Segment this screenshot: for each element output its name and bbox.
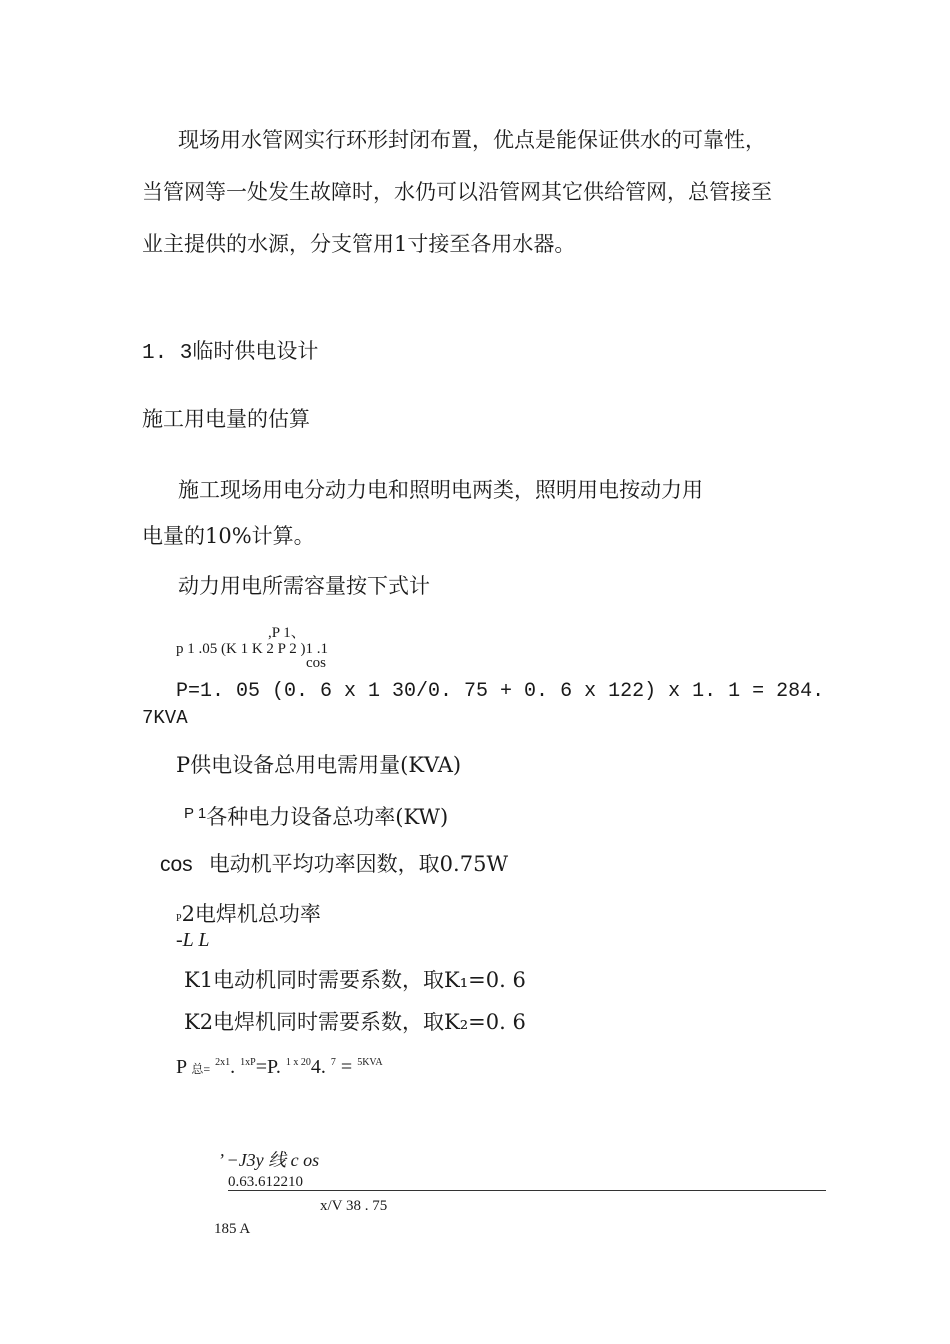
total-s5: 5KVA xyxy=(357,1057,383,1068)
p1-line1: 现场用水管网实行环形封闭布置，优点是能保证供水的可靠性， xyxy=(178,128,766,152)
p1-line2: 当管网等一处发生故障时，水仍可以沿管网其它供给管网，总管接至 xyxy=(142,180,772,204)
p3-line: 动力用电所需容量按下式计 xyxy=(178,574,430,598)
subheading: 施工用电量的估算 xyxy=(142,407,310,431)
def-p: P供电设备总用电需用量(KVA) xyxy=(176,753,462,777)
def-p2 xyxy=(176,902,321,931)
fraction-line xyxy=(228,1190,826,1191)
formula-top: ,P 1、 xyxy=(268,625,306,641)
p2-line2: 电量的10%计算。 xyxy=(142,524,315,548)
p1-text: 各种电力设备总功率(KW) xyxy=(206,805,449,829)
def-cos xyxy=(160,852,508,877)
p1-symbol: P 1 xyxy=(184,805,207,822)
formula-main: p 1 .05 (K 1 K 2 P 2 )1 .1 xyxy=(176,641,328,657)
p2-text: 2电焊机总功率 xyxy=(181,902,321,926)
calc-line1: P=1. 05 (0. 6 x 1 30/0. 75 + 0. 6 x 122) x 1. 1 = 284. xyxy=(176,680,825,703)
def-p2-sub: -L L xyxy=(176,929,210,951)
total-zong: 总= xyxy=(191,1062,211,1076)
section-heading xyxy=(142,339,318,366)
def-k2: K2电焊机同时需要系数，取K₂=0. 6 xyxy=(184,1010,526,1034)
p1-line3: 业主提供的水源，分支管用1寸接至各用水器。 xyxy=(142,232,576,256)
current-numerator: ’ −J3y 线 c os xyxy=(218,1150,320,1170)
current-result: 185 A xyxy=(214,1221,251,1237)
current-denominator: x/V 38 . 75 xyxy=(320,1198,388,1214)
total-s2: 1xP xyxy=(240,1057,256,1068)
total-mid2: 4. xyxy=(310,1056,326,1078)
cos-symbol: cos xyxy=(160,853,193,876)
p2-line1: 施工现场用电分动力电和照明电两类，照明用电按动力用 xyxy=(178,478,703,502)
formula-bottom: cos xyxy=(306,655,326,671)
def-k1: K1电动机同时需要系数，取K₁=0. 6 xyxy=(184,968,526,992)
total-p: P xyxy=(176,1056,187,1078)
total-eq: = xyxy=(340,1056,353,1078)
calc-line2: 7KVA xyxy=(142,707,188,729)
section-title: 临时供电设计 xyxy=(192,339,319,363)
p2-symbol: P xyxy=(176,913,182,924)
section-number: 1. 3 xyxy=(142,342,193,365)
total-formula xyxy=(176,1055,383,1081)
total-dot1: . xyxy=(230,1056,236,1078)
def-p1 xyxy=(184,802,448,829)
total-s1: 2x1 xyxy=(215,1057,231,1068)
cos-text: 电动机平均功率因数，取0.75W xyxy=(208,852,509,876)
current-values: 0.63.612210 xyxy=(228,1174,303,1190)
total-s4: 7 xyxy=(330,1057,336,1068)
total-mid: =P. xyxy=(255,1056,281,1078)
total-s3: 1 x 20 xyxy=(285,1057,311,1068)
